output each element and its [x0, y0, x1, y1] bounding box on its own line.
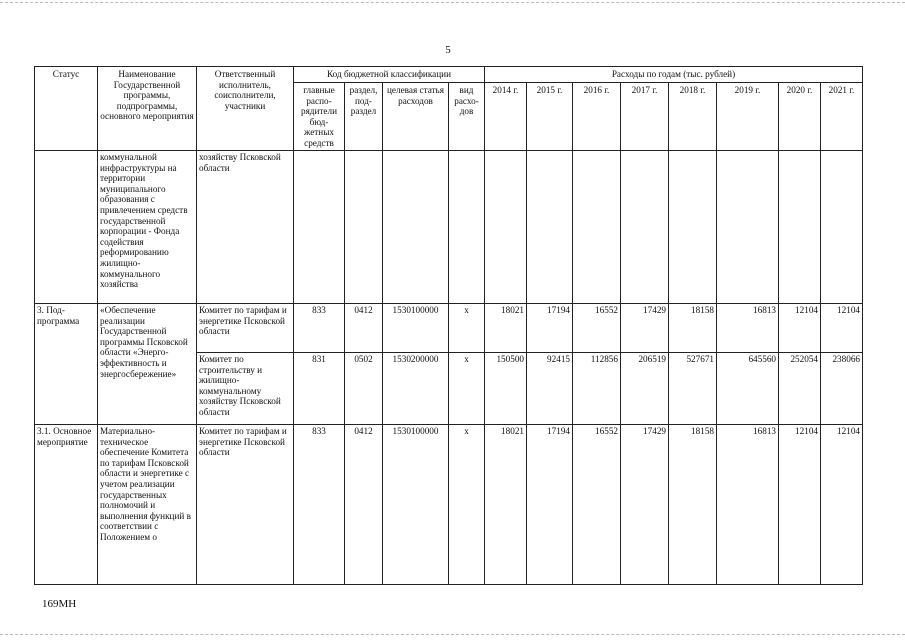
value-cell: 17429	[621, 425, 669, 585]
value-cell: 645560	[717, 353, 779, 425]
value-cell: 12104	[779, 304, 821, 353]
sub3-name: «Обеспечение реализации Государственной программы Псковской области «Энерго-эффективность и энергосбережение»	[98, 304, 197, 425]
table-row	[35, 304, 863, 353]
header-status: Статус	[35, 67, 98, 151]
header-year: 2014 г.	[485, 83, 527, 151]
page-number: 5	[445, 44, 451, 56]
header-section: раздел, под-раздел	[345, 83, 383, 151]
value-cell: 12104	[821, 425, 863, 585]
type-cell: х	[449, 304, 485, 353]
header-year: 2021 г.	[821, 83, 863, 151]
m31-name: Материально-техническое обеспечение Комитета по тарифам Псковской области и энергетике с учетом реализации государственных полномочий и выполнения функций в соответствии с Положением о	[98, 425, 197, 585]
scan-bottom-edge	[0, 634, 905, 635]
header-expenses: Расходы по годам (тыс. рублей)	[485, 67, 863, 83]
grbs-cell: 833	[294, 425, 345, 585]
value-cell: 16552	[573, 304, 621, 353]
value-cell: 112856	[573, 353, 621, 425]
header-name: Наименование Государственной программы, подпрограммы, основного мероприятия	[98, 67, 197, 151]
sub3-responsible: Комитет по строительству и жилищно-коммунальному хозяйству Псковской области	[197, 353, 294, 425]
header-year: 2016 г.	[573, 83, 621, 151]
value-cell: 18021	[485, 304, 527, 353]
value-cell: 12104	[779, 425, 821, 585]
target-cell: 1530200000	[383, 353, 449, 425]
value-cell: 18158	[669, 425, 717, 585]
type-cell: х	[449, 353, 485, 425]
header-grbs: главные распо-рядители бюд-жетных средств	[294, 83, 345, 151]
value-cell: 17194	[527, 425, 573, 585]
sub3-status: 3. Под-программа	[35, 304, 98, 425]
value-cell: 150500	[485, 353, 527, 425]
value-cell: 252054	[779, 353, 821, 425]
cont-name: коммунальной инфраструктуры на территории муниципального образования с привлечением средств государственной корпорации - Фонда содействия реформированию жилищно-коммунального хозяйства	[98, 151, 197, 304]
value-cell: 16813	[717, 304, 779, 353]
cont-responsible: хозяйству Псковской области	[197, 151, 294, 304]
continued-row	[35, 151, 863, 304]
header-year: 2019 г.	[717, 83, 779, 151]
cont-status	[35, 151, 98, 304]
value-cell: 92415	[527, 353, 573, 425]
header-row-1	[35, 67, 863, 83]
footer-code: 169MH	[42, 598, 77, 610]
value-cell: 17194	[527, 304, 573, 353]
value-cell: 18021	[485, 425, 527, 585]
header-target: целевая статья расходов	[383, 83, 449, 151]
m31-responsible: Комитет по тарифам и энергетике Псковской области	[197, 425, 294, 585]
value-cell: 206519	[621, 353, 669, 425]
header-year: 2015 г.	[527, 83, 573, 151]
budget-table	[34, 66, 863, 585]
target-cell: 1530100000	[383, 425, 449, 585]
header-year: 2020 г.	[779, 83, 821, 151]
scan-top-edge	[0, 2, 905, 3]
section-cell: 0502	[345, 353, 383, 425]
value-cell: 238066	[821, 353, 863, 425]
m31-status: 3.1. Основное мероприятие	[35, 425, 98, 585]
type-cell: х	[449, 425, 485, 585]
grbs-cell: 831	[294, 353, 345, 425]
value-cell: 18158	[669, 304, 717, 353]
value-cell: 527671	[669, 353, 717, 425]
header-budget-code: Код бюджетной классификации	[294, 67, 485, 83]
header-year: 2017 г.	[621, 83, 669, 151]
sub3-responsible: Комитет по тарифам и энергетике Псковской области	[197, 304, 294, 353]
value-cell: 17429	[621, 304, 669, 353]
section-cell: 0412	[345, 304, 383, 353]
header-responsible: Ответственный исполнитель, соисполнители, участники	[197, 67, 294, 151]
grbs-cell: 833	[294, 304, 345, 353]
section-cell: 0412	[345, 425, 383, 585]
table-row	[35, 425, 863, 585]
value-cell: 16552	[573, 425, 621, 585]
header-type: вид расхо-дов	[449, 83, 485, 151]
header-year: 2018 г.	[669, 83, 717, 151]
value-cell: 16813	[717, 425, 779, 585]
target-cell: 1530100000	[383, 304, 449, 353]
value-cell: 12104	[821, 304, 863, 353]
